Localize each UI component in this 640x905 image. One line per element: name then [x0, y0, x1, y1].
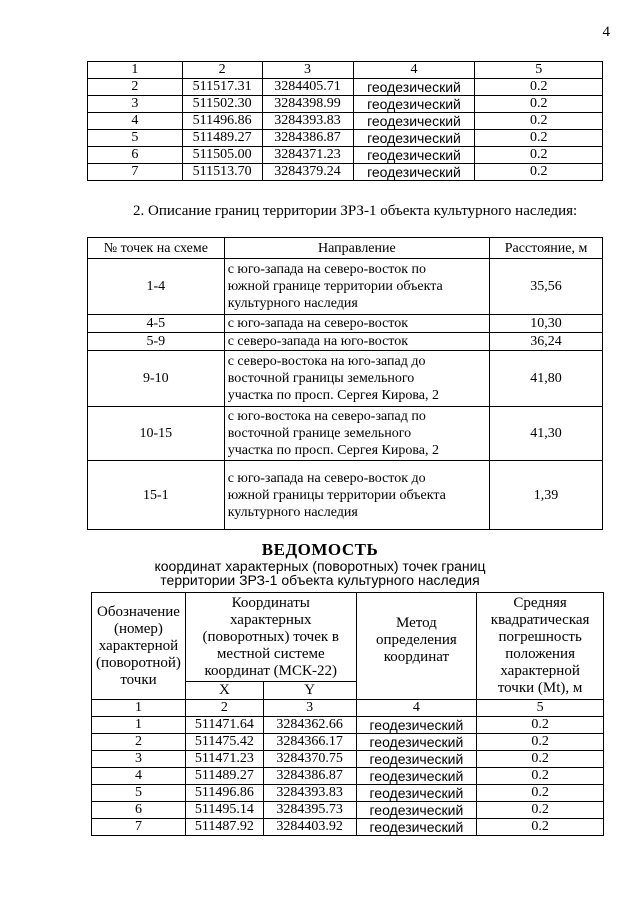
vedomost-subtitle-line-2: территории ЗРЗ-1 объекта культурного наследия: [160, 572, 480, 588]
header-designation: [92, 593, 186, 700]
header-line: местной системе: [216, 645, 325, 662]
method: геодезический: [356, 819, 477, 836]
col-number-3: 3: [263, 700, 356, 717]
coord-y: 3284366.17: [263, 734, 356, 751]
table-row: [88, 113, 603, 130]
method: геодезический: [356, 802, 477, 819]
table-row: [88, 96, 603, 113]
segment-distance: 41,80: [490, 351, 603, 407]
method: геодезический: [353, 113, 475, 130]
coord-x: 511495.14: [185, 802, 263, 819]
header-line: определения: [375, 632, 457, 648]
segment-direction: [224, 461, 489, 530]
coord-x: 511496.86: [185, 785, 263, 802]
segment-distance: 35,56: [490, 259, 603, 315]
segment-points: 10-15: [88, 407, 225, 461]
method: геодезический: [353, 96, 475, 113]
page-number: 4: [602, 24, 610, 40]
direction-line: с юго-запада на северо-восток по: [227, 262, 427, 277]
direction-line: восточной границы земельного: [227, 371, 415, 386]
error: 0.2: [475, 96, 603, 113]
coord-x: 511505.00: [182, 147, 262, 164]
segment-points: 9-10: [88, 351, 225, 407]
coord-x: 511489.27: [182, 130, 262, 147]
vedomost-subtitle-line-1: координат характерных (поворотных) точек границ: [154, 558, 486, 574]
table-row: [92, 785, 604, 802]
direction-line: участка по просп. Сергея Кирова, 2: [227, 443, 440, 458]
error: 0.2: [477, 751, 604, 768]
header-line: характерной: [500, 663, 580, 679]
header-points: № точек на схеме: [88, 238, 225, 259]
table-row: [92, 717, 604, 734]
header-coordinates: [185, 593, 356, 682]
col-number-4: 4: [356, 700, 477, 717]
error: 0.2: [477, 734, 604, 751]
segment-points: 1-4: [88, 259, 225, 315]
segment-direction: [224, 351, 489, 407]
method: геодезический: [353, 164, 475, 181]
point-number: 2: [88, 79, 183, 96]
table-row: [88, 259, 603, 315]
col-number-1: 1: [88, 62, 183, 79]
point-number: 3: [92, 751, 186, 768]
direction-line: культурного наследия: [227, 504, 358, 520]
header-line: положения: [505, 646, 575, 662]
coord-x: 511487.92: [185, 819, 263, 836]
column-numbers-row: [92, 700, 604, 717]
point-number: 5: [92, 785, 186, 802]
error: 0.2: [477, 819, 604, 836]
vedomost-title: ВЕДОМОСТЬ: [261, 540, 379, 559]
segment-direction: [224, 407, 489, 461]
coord-y: 3284393.83: [262, 113, 353, 130]
header-line: Средняя: [513, 595, 567, 611]
error: 0.2: [475, 164, 603, 181]
segment-direction: [224, 259, 489, 315]
header-line: квадратическая: [490, 612, 590, 628]
method: геодезический: [356, 751, 477, 768]
table-row: [92, 802, 604, 819]
coord-x: 511517.31: [182, 79, 262, 96]
method: геодезический: [356, 734, 477, 751]
point-number: 5: [88, 130, 183, 147]
header-line: Обозначение: [97, 603, 180, 620]
coordinates-register-table: [91, 592, 604, 836]
table-row: [92, 768, 604, 785]
header-direction: Направление: [224, 238, 489, 259]
direction-line: с северо-востока на юго-запад до: [227, 354, 426, 369]
boundary-description-table: [87, 237, 603, 530]
segment-points: 5-9: [88, 333, 225, 351]
error: 0.2: [475, 130, 603, 147]
point-number: 7: [88, 164, 183, 181]
header-line: Метод: [395, 615, 437, 631]
col-number-2: 2: [185, 700, 263, 717]
point-number: 6: [88, 147, 183, 164]
method: геодезический: [353, 147, 475, 164]
section-2-heading: 2. Описание границ территории ЗРЗ-1 объекта культурного наследия:: [133, 203, 578, 219]
segment-distance: 36,24: [490, 333, 603, 351]
header-line: Координаты: [231, 594, 310, 611]
coord-x: 511502.30: [182, 96, 262, 113]
col-number-5: 5: [477, 700, 604, 717]
header-line: точки (Mt), м: [497, 680, 583, 696]
table-header-row: [88, 238, 603, 259]
point-number: 6: [92, 802, 186, 819]
error: 0.2: [475, 79, 603, 96]
segment-points: 15-1: [88, 461, 225, 530]
col-number-4: 4: [353, 62, 475, 79]
segment-direction: [224, 315, 489, 333]
coord-y: 3284362.66: [263, 717, 356, 734]
direction-line: участка по просп. Сергея Кирова, 2: [227, 388, 440, 403]
col-number-5: 5: [475, 62, 603, 79]
table-row: [88, 351, 603, 407]
coord-y: 3284398.99: [262, 96, 353, 113]
header-method: [356, 593, 477, 700]
coord-x: 511475.42: [185, 734, 263, 751]
direction-line: южной границе территории объекта: [227, 279, 443, 294]
header-line: характерной: [98, 637, 179, 654]
error: 0.2: [477, 802, 604, 819]
error: 0.2: [475, 147, 603, 164]
coord-y: 3284386.87: [263, 768, 356, 785]
error: 0.2: [477, 768, 604, 785]
header-line: координат (МСК-22): [204, 662, 337, 679]
header-line: (поворотных) точек в: [202, 628, 339, 645]
direction-line: восточной границе земельного: [227, 426, 412, 441]
header-y: Y: [263, 682, 356, 700]
table-row: [88, 130, 603, 147]
segment-points: 4-5: [88, 315, 225, 333]
col-number-2: 2: [182, 62, 262, 79]
method: геодезический: [356, 768, 477, 785]
method: геодезический: [353, 79, 475, 96]
header-distance: Расстояние, м: [490, 238, 603, 259]
coord-y: 3284393.83: [263, 785, 356, 802]
segment-distance: 41,30: [490, 407, 603, 461]
table-row: [88, 407, 603, 461]
coord-y: 3284395.73: [263, 802, 356, 819]
table-row: [92, 751, 604, 768]
coord-y: 3284403.92: [263, 819, 356, 836]
segment-distance: 1,39: [490, 461, 603, 530]
coord-y: 3284379.24: [262, 164, 353, 181]
table-row: [88, 79, 603, 96]
point-number: 4: [88, 113, 183, 130]
direction-line: южной границы территории объекта: [227, 487, 446, 503]
point-number: 3: [88, 96, 183, 113]
method: геодезический: [356, 717, 477, 734]
table-row: [88, 315, 603, 333]
direction-line: культурного наследия: [227, 296, 358, 311]
error: 0.2: [475, 113, 603, 130]
table-header-row: [88, 62, 603, 79]
header-line: (поворотной): [96, 654, 181, 671]
coord-x: 511471.23: [185, 751, 263, 768]
table-header-row: [92, 593, 604, 682]
coord-y: 3284370.75: [263, 751, 356, 768]
coordinates-table-continued: [87, 61, 603, 181]
direction-line: с северо-запада на юго-восток: [227, 334, 409, 349]
point-number: 7: [92, 819, 186, 836]
header-x: X: [185, 682, 263, 700]
coord-y: 3284371.23: [262, 147, 353, 164]
table-row: [88, 461, 603, 530]
coord-x: 511496.86: [182, 113, 262, 130]
header-line: точки: [120, 671, 157, 688]
table-row: [88, 333, 603, 351]
method: геодезический: [356, 785, 477, 802]
point-number: 2: [92, 734, 186, 751]
header-line: координат: [383, 649, 450, 665]
table-row: [92, 819, 604, 836]
segment-direction: [224, 333, 489, 351]
direction-line: с юго-запада на северо-восток: [227, 316, 409, 331]
point-number: 4: [92, 768, 186, 785]
header-line: погрешность: [498, 629, 582, 645]
method: геодезический: [353, 130, 475, 147]
error: 0.2: [477, 785, 604, 802]
header-error: [477, 593, 604, 700]
col-number-3: 3: [262, 62, 353, 79]
col-number-1: 1: [92, 700, 186, 717]
point-number: 1: [92, 717, 186, 734]
table-row: [92, 734, 604, 751]
error: 0.2: [477, 717, 604, 734]
direction-line: с юго-востока на северо-запад по: [227, 409, 426, 424]
coord-x: 511471.64: [185, 717, 263, 734]
table-row: [88, 164, 603, 181]
coord-y: 3284405.71: [262, 79, 353, 96]
direction-line: с юго-запада на северо-восток до: [227, 470, 426, 486]
coord-y: 3284386.87: [262, 130, 353, 147]
coord-x: 511489.27: [185, 768, 263, 785]
coord-x: 511513.70: [182, 164, 262, 181]
segment-distance: 10,30: [490, 315, 603, 333]
table-row: [88, 147, 603, 164]
header-line: (номер): [114, 620, 163, 637]
header-line: характерных: [229, 611, 312, 628]
